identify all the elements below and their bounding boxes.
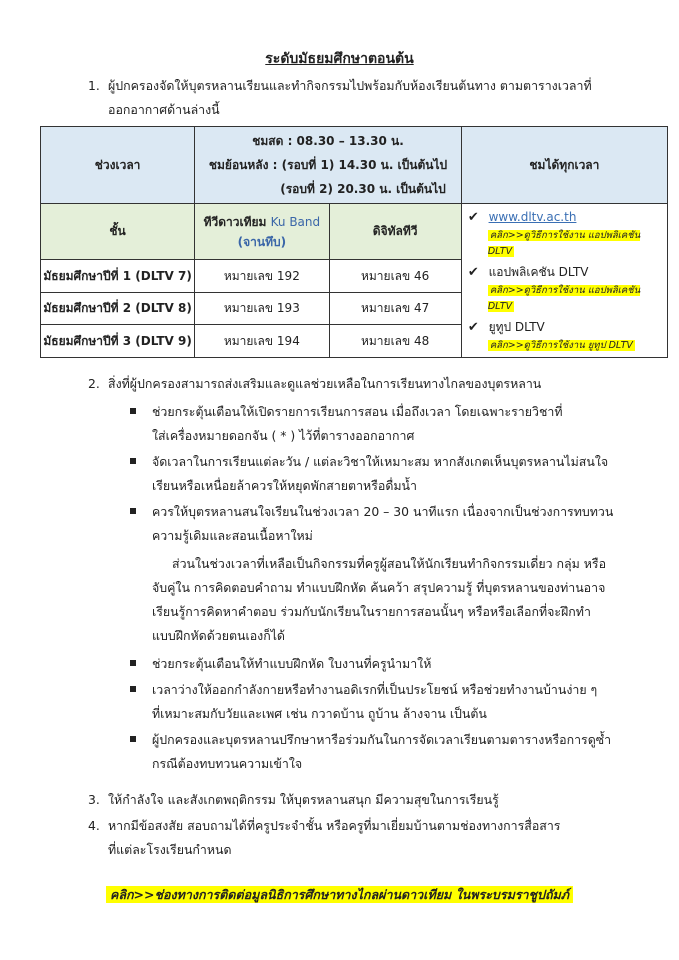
channel-website: [468, 208, 661, 227]
youtube-guide-link[interactable]: คลิก>>ดูวิธีการใช้งาน ยูทูป DLTV: [489, 340, 633, 351]
list-item: [130, 450, 650, 498]
footer-link-wrapper: [0, 884, 679, 905]
satellite-channel-cell: หมายเลข 193: [195, 292, 329, 325]
dltv-website-link[interactable]: www.dltv.ac.th: [488, 210, 577, 224]
bullet-line: จัดเวลาในการเรียนแต่ละวัน / แต่ละวิชาให้เหมาะสม หากสังเกตเห็นบุตรหลานไม่สนใจ: [152, 454, 609, 469]
item-1-number: 1.: [88, 78, 100, 93]
bullet-line: ควรให้บุตรหลานสนใจเรียนในช่วงเวลา 20 – 30 นาทีแรก เนื่องจากเป็นช่วงการทบทวน: [152, 504, 614, 519]
ku-band-label: Ku Band: [270, 214, 321, 229]
channels-cell: [461, 204, 667, 358]
paragraph-line: จับคู่ใน การคิดตอบคำถาม ทำแบบฝึกหัด ค้นคว้า สรุปความรู้ ที่บุตรหลานของท่านอาจ: [152, 580, 606, 595]
live-time: ชมสด : 08.30 – 13.30 น.: [252, 134, 404, 148]
paragraph-line: เรียนรู้การคิดหาคำตอบ ร่วมกับนักเรียนในรายการสอนนั้นๆ หรือหรือเลือกที่จะฝึกทำ: [152, 604, 591, 619]
bullet-line: ผู้ปกครองและบุตรหลานปรึกษาหารือร่วมกันในการจัดเวลาเรียนตามตารางหรือการดูซ้ำ: [152, 732, 612, 747]
check-icon: ✔: [467, 265, 479, 280]
grade-cell: มัธยมศึกษาปีที่ 3 (DLTV 9): [41, 325, 195, 358]
support-bullet-list: [130, 400, 650, 778]
replay-time-2: (รอบที่ 2) 20.30 น. เป็นต้นไป: [280, 182, 446, 196]
bullet-square-icon: [130, 686, 136, 692]
bullet-line: กรณีต้องทบทวนความเข้าใจ: [152, 756, 303, 771]
check-icon: ✔: [467, 210, 479, 225]
bullet-line: ช่วยกระตุ้นเตือนให้เปิดรายการเรียนการสอน เมื่อถึงเวลา โดยเฉพาะรายวิชาที่: [152, 404, 563, 419]
schedule-table: [40, 126, 668, 358]
satellite-header: ทีวีดาวเทียม: [203, 214, 267, 229]
channel-youtube: [468, 318, 661, 337]
bullet-line: เวลาว่างให้ออกกำลังกายหรือทำงานอดิเรกที่เป็นประโยชน์ หรือช่วยทำงานบ้านง่าย ๆ: [152, 682, 598, 697]
list-item: [130, 652, 650, 676]
check-icon: ✔: [467, 320, 479, 335]
digital-header: ดิจิทัลทีวี: [329, 204, 461, 260]
bullet-square-icon: [130, 736, 136, 742]
bullet-line: ที่เหมาะสมกับวัยและเพศ เช่น กวาดบ้าน ถูบ้าน ล้างจาน เป็นต้น: [152, 706, 487, 721]
bullet-square-icon: [130, 660, 136, 666]
item-4-line-2: ที่แต่ละโรงเรียนกำหนด: [108, 842, 232, 857]
bullet-square-icon: [130, 408, 136, 414]
replay-time-1: ชมย้อนหลัง : (รอบที่ 1) 14.30 น. เป็นต้นไป: [208, 158, 448, 172]
anytime-header: ชมได้ทุกเวลา: [461, 127, 667, 204]
bullet-line: ช่วยกระตุ้นเตือนให้ทำแบบฝึกหัด ใบงานที่ครูนำมาให้: [152, 656, 432, 671]
dltv-youtube-label: ยูทูป DLTV: [488, 320, 545, 334]
item-4-number: 4.: [88, 818, 100, 833]
paragraph-line: แบบฝึกหัดด้วยตนเองก็ได้: [152, 628, 285, 643]
time-header: ช่วงเวลา: [41, 127, 195, 204]
satellite-channel-cell: หมายเลข 192: [195, 260, 329, 293]
dltv-app-label: แอปพลิเคชัน DLTV: [488, 265, 589, 279]
item-4-line-1: หากมีข้อสงสัย สอบถามได้ที่ครูประจำชั้น หรือครูที่มาเยี่ยมบ้านตามช่องทางการสื่อสาร: [108, 818, 561, 833]
item-1-line-2: ออกอากาศด้านล่างนี้: [108, 102, 220, 117]
item-2-text: สิ่งที่ผู้ปกครองสามารถส่งเสริมและดูแลช่วยเหลือในการเรียนทางไกลของบุตรหลาน: [108, 376, 542, 391]
activity-paragraph: [130, 552, 650, 648]
list-item: [130, 500, 650, 548]
digital-channel-cell: หมายเลข 46: [329, 260, 461, 293]
bullet-line: ความรู้เดิมและสอนเนื้อหาใหม่: [152, 528, 313, 543]
grade-cell: มัธยมศึกษาปีที่ 2 (DLTV 8): [41, 292, 195, 325]
item-1-line-1: ผู้ปกครองจัดให้บุตรหลานเรียนและทำกิจกรรมไปพร้อมกับห้องเรียนต้นทาง ตามตารางเวลาที่: [108, 78, 592, 93]
digital-channel-cell: หมายเลข 47: [329, 292, 461, 325]
dish-label: (จานทึบ): [237, 234, 287, 249]
digital-channel-cell: หมายเลข 48: [329, 325, 461, 358]
item-2-number: 2.: [88, 376, 100, 391]
bullet-square-icon: [130, 458, 136, 464]
list-item: [130, 678, 650, 726]
list-item: [130, 400, 650, 448]
satellite-channel-cell: หมายเลข 194: [195, 325, 329, 358]
bullet-line: ใส่เครื่องหมายดอกจัน ( * ) ไว้ที่ตารางออกอากาศ: [152, 428, 415, 443]
item-3-text: ให้กำลังใจ และสังเกตพฤติกรรม ให้บุตรหลานสนุก มีความสุขในการเรียนรู้: [108, 792, 499, 807]
broadcast-times-cell: [195, 127, 462, 204]
page-title: ระดับมัธยมศึกษาตอนต้น: [265, 51, 414, 67]
channel-app: [468, 263, 661, 282]
website-guide-link[interactable]: คลิก>>ดูวิธีการใช้งาน แอปพลิเคชัน DLTV: [487, 230, 641, 257]
bullet-line: เรียนหรือเหนื่อยล้าควรให้หยุดพักสายตาหรือดื่มน้ำ: [152, 478, 417, 493]
grade-header: ชั้น: [41, 204, 195, 260]
grade-cell: มัธยมศึกษาปีที่ 1 (DLTV 7): [41, 260, 195, 293]
list-item: [130, 728, 650, 776]
paragraph-line: ส่วนในช่วงเวลาที่เหลือเป็นกิจกรรมที่ครูผู้สอนให้นักเรียนทำกิจกรรมเดี่ยว กลุ่ม หรือ: [172, 556, 607, 571]
satellite-header-cell: [195, 204, 329, 260]
contact-channels-link[interactable]: คลิก>>ช่องทางการติดต่อมูลนิธิการศึกษาทางไกลผ่านดาวเทียม ในพระบรมราชูปถัมภ์: [106, 886, 573, 903]
item-3-number: 3.: [88, 792, 100, 807]
app-guide-link[interactable]: คลิก>>ดูวิธีการใช้งาน แอปพลิเคชัน DLTV: [487, 285, 641, 312]
bullet-square-icon: [130, 508, 136, 514]
